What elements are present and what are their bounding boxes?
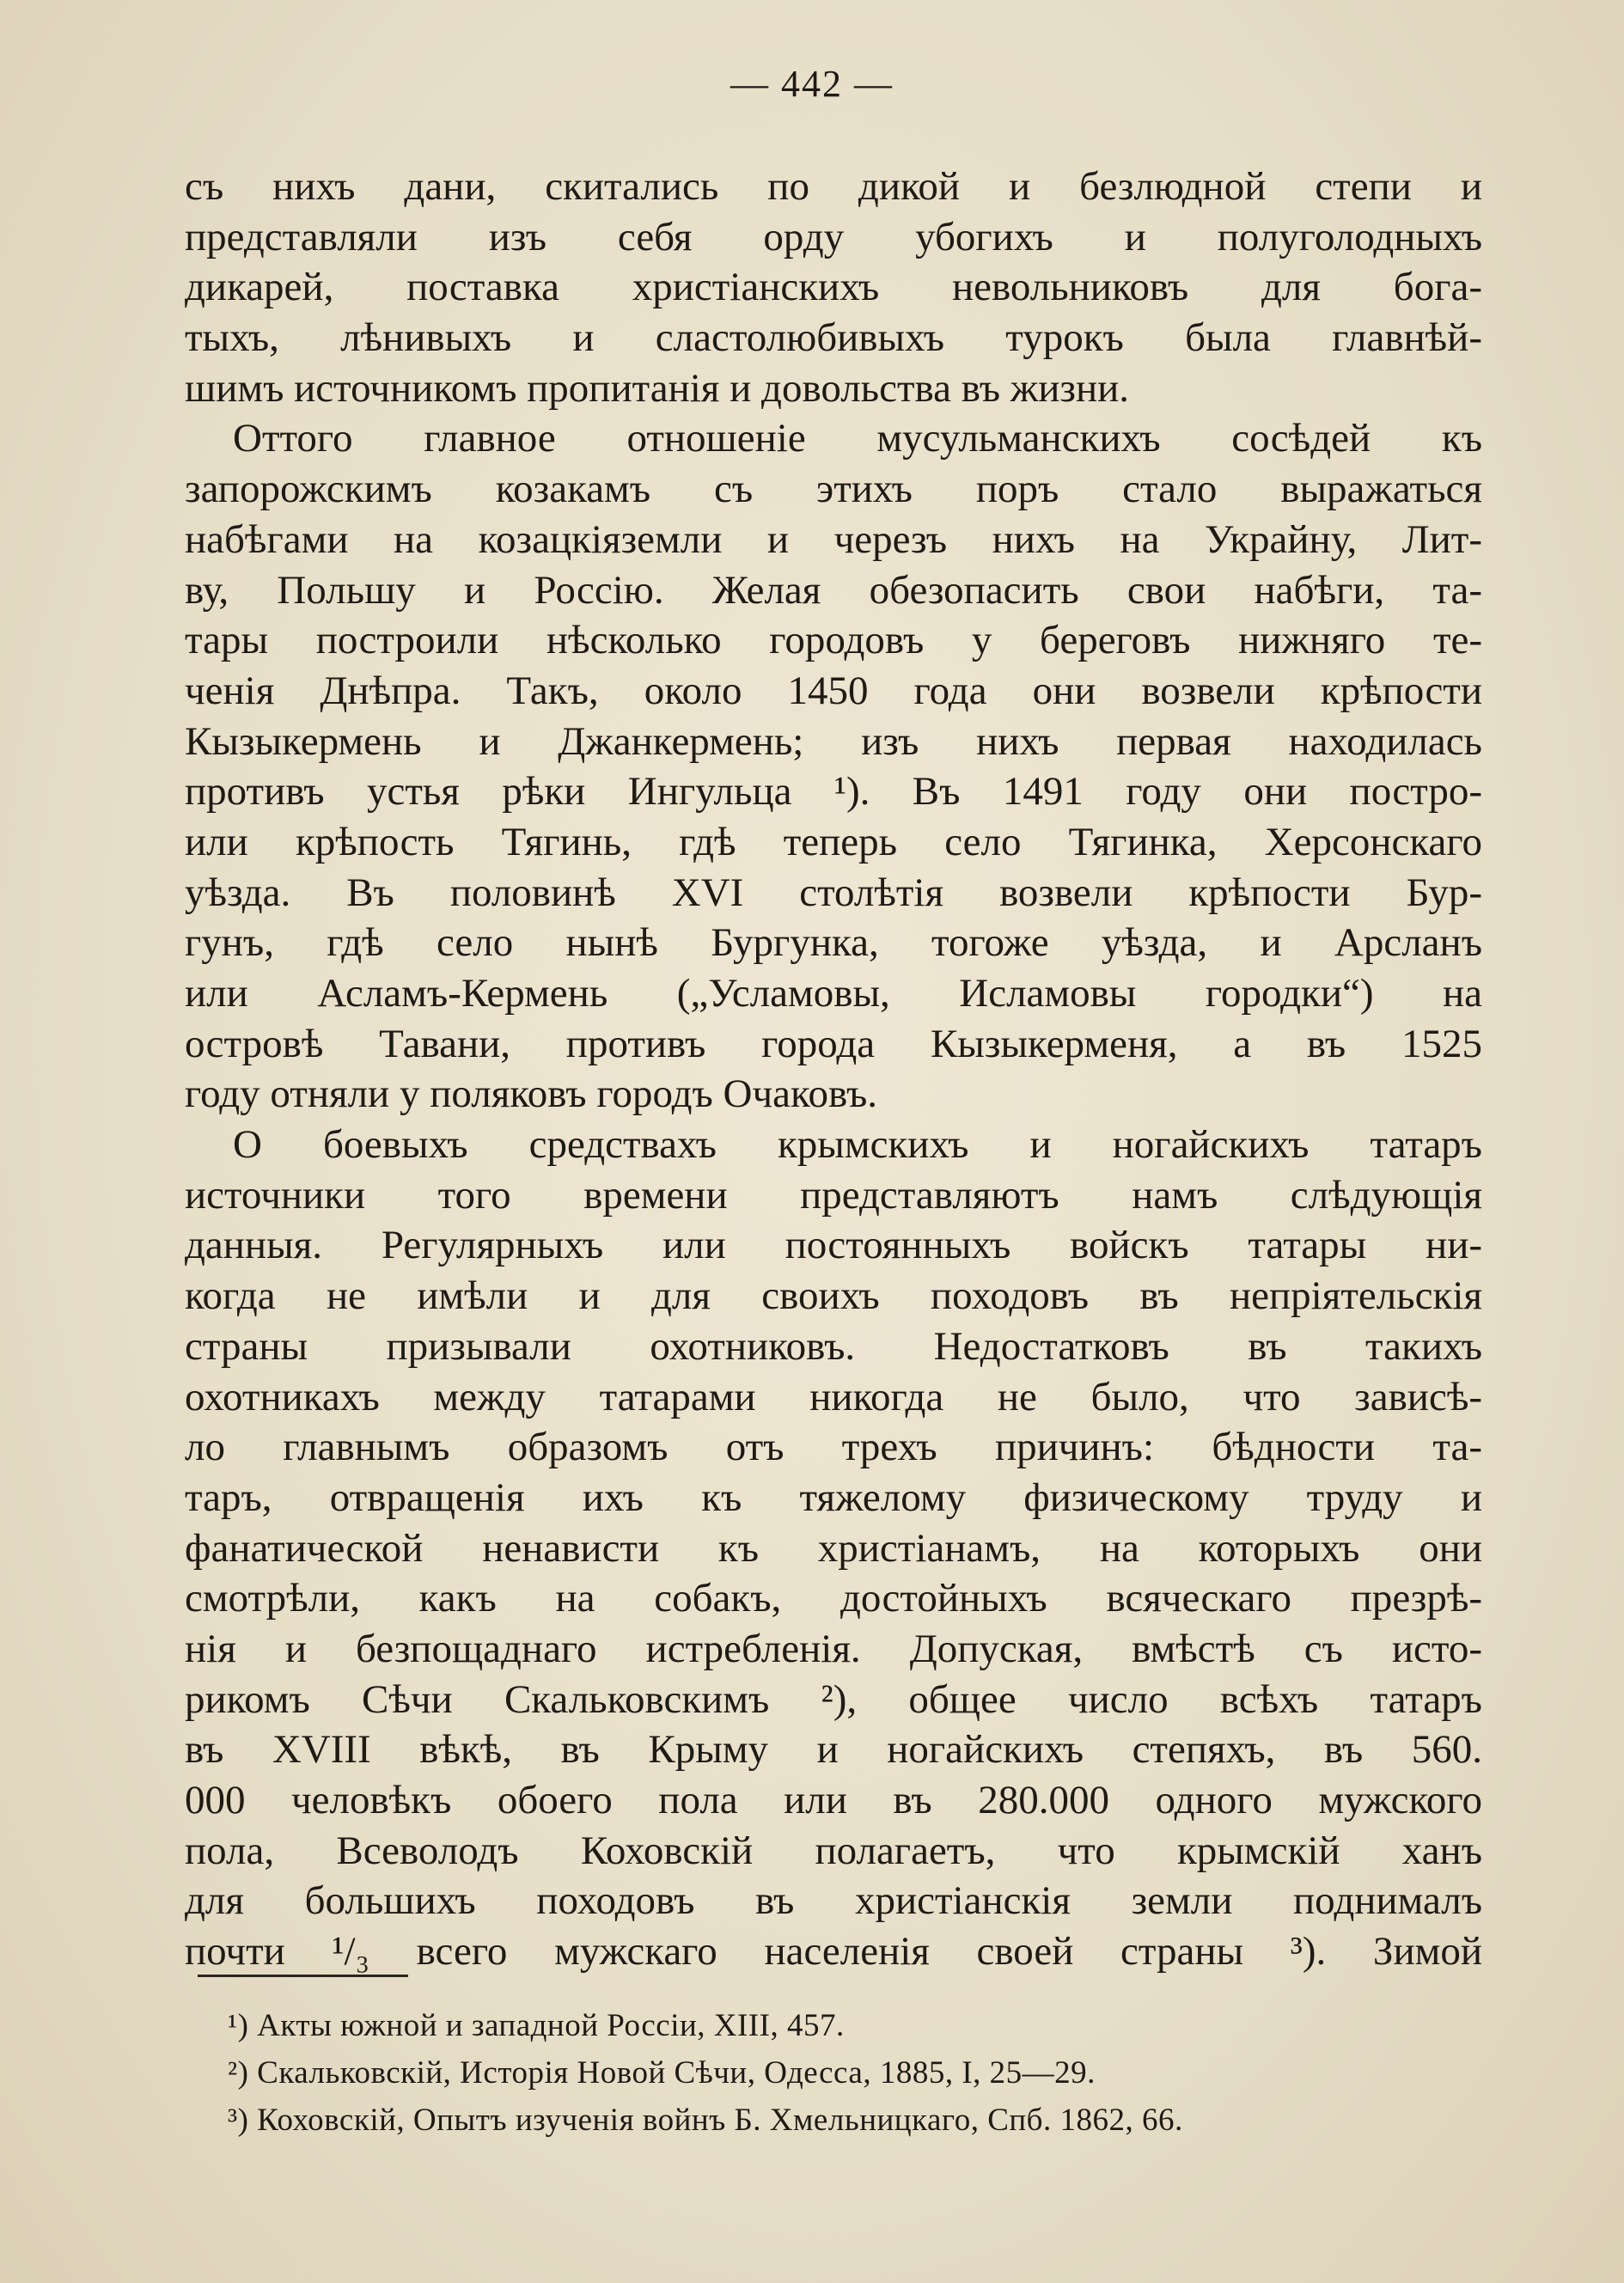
- text-line: или крѣпость Тягинь, гдѣ теперь село Тягинка, Херсонскаго: [185, 819, 1482, 864]
- footnote: ³) Коховскій, Опытъ изученія войнъ Б. Хмельницкаго, Спб. 1862, 66.: [228, 2103, 1183, 2138]
- text-line: источники того времени представляютъ намъ слѣдующія: [185, 1172, 1482, 1218]
- text-line: нія и безпощаднаго истребленія. Допуская, вмѣстѣ съ исто-: [185, 1626, 1482, 1671]
- text-line: ченія Днѣпра. Такъ, около 1450 года они возвели крѣпости: [185, 668, 1482, 713]
- footnotes: [228, 2002, 1474, 2144]
- body-text: [185, 162, 1482, 1977]
- text-line: тыхъ, лѣнивыхъ и сластолюбивыхъ турокъ была главнѣй-: [185, 315, 1482, 361]
- text-line: рикомъ Сѣчи Скальковскимъ ²), общее число всѣхъ татаръ: [185, 1676, 1482, 1722]
- text-line: ло главнымъ образомъ отъ трехъ причинъ: бѣдности та-: [185, 1425, 1482, 1470]
- footnote-divider: [198, 1975, 408, 1977]
- text-line: фанатической ненависти къ христіанамъ, на которыхъ они: [185, 1525, 1482, 1571]
- text-line: набѣгами на козацкіяземли и черезъ нихъ на Украйну, Лит-: [185, 516, 1482, 562]
- text-line: охотникахъ между татарами никогда не было, что зависѣ-: [185, 1374, 1482, 1419]
- text-line: пола, Всеволодъ Коховскій полагаетъ, что крымскій ханъ: [185, 1828, 1482, 1873]
- text-line: съ нихъ дани, скитались по дикой и безлюдной степи и: [185, 164, 1482, 209]
- page-number: — 442 —: [730, 63, 894, 105]
- text-line: запорожскимъ козакамъ съ этихъ поръ стало выражаться: [185, 467, 1482, 512]
- text-line: въ XVIII вѣкѣ, въ Крыму и ногайскихъ степяхъ, въ 560.: [185, 1727, 1482, 1773]
- text-line: таръ, отвращенія ихъ къ тяжелому физическому труду и: [185, 1474, 1482, 1520]
- footnote: ²) Скальковскій, Исторія Новой Сѣчи, Одесса, 1885, I, 25—29.: [228, 2055, 1096, 2091]
- text-line: смотрѣли, какъ на собакъ, достойныхъ всяческаго презрѣ-: [185, 1576, 1482, 1621]
- text-line: островѣ Тавани, противъ города Кызыкерменя, а въ 1525: [185, 1021, 1482, 1066]
- text-line: О боевыхъ средствахъ крымскихъ и ногайскихъ татаръ: [233, 1122, 1482, 1168]
- text-line: когда не имѣли и для своихъ походовъ въ непріятельскія: [185, 1273, 1482, 1319]
- text-line: для большихъ походовъ въ христіанскія земли поднималъ: [185, 1878, 1482, 1924]
- text-line: году отняли у поляковъ городъ Очаковъ.: [185, 1071, 878, 1117]
- footnote: ¹) Акты южной и западной Россіи, XIII, 457.: [228, 2008, 845, 2043]
- text-line: страны призывали охотниковъ. Недостатковъ въ такихъ: [185, 1323, 1482, 1369]
- text-line: уѣзда. Въ половинѣ XVI столѣтія возвели крѣпости Бур-: [185, 870, 1482, 915]
- text-line: почти ¹/₃ всего мужскаго населенія своей страны ³). Зимой: [185, 1929, 1482, 1975]
- text-line: Кызыкермень и Джанкермень; изъ нихъ первая находилась: [185, 718, 1482, 764]
- text-line: представляли изъ себя орду убогихъ и полуголодныхъ: [185, 214, 1482, 259]
- text-line: тары построили нѣсколько городовъ у береговъ нижняго те-: [185, 618, 1482, 663]
- text-line: Оттого главное отношеніе мусульманскихъ сосѣдей къ: [233, 416, 1482, 461]
- text-line: или Асламъ-Кермень („Усламовы, Исламовы городки“) на: [185, 971, 1482, 1016]
- text-line: дикарей, поставка христіанскихъ невольниковъ для бога-: [185, 265, 1482, 310]
- text-line: данныя. Регулярныхъ или постоянныхъ войскъ татары ни-: [185, 1223, 1482, 1268]
- text-line: шимъ источникомъ пропитанія и довольства въ жизни.: [185, 365, 1130, 411]
- text-line: ву, Польшу и Россію. Желая обезопасить свои набѣги, та-: [185, 567, 1482, 613]
- text-line: 000 человѣкъ обоего пола или въ 280.000 одного мужского: [185, 1778, 1482, 1822]
- text-line: гунъ, гдѣ село нынѣ Бургунка, тогоже уѣзда, и Арсланъ: [185, 920, 1482, 966]
- text-line: противъ устья рѣки Ингульца ¹). Въ 1491 году они постро-: [185, 769, 1482, 815]
